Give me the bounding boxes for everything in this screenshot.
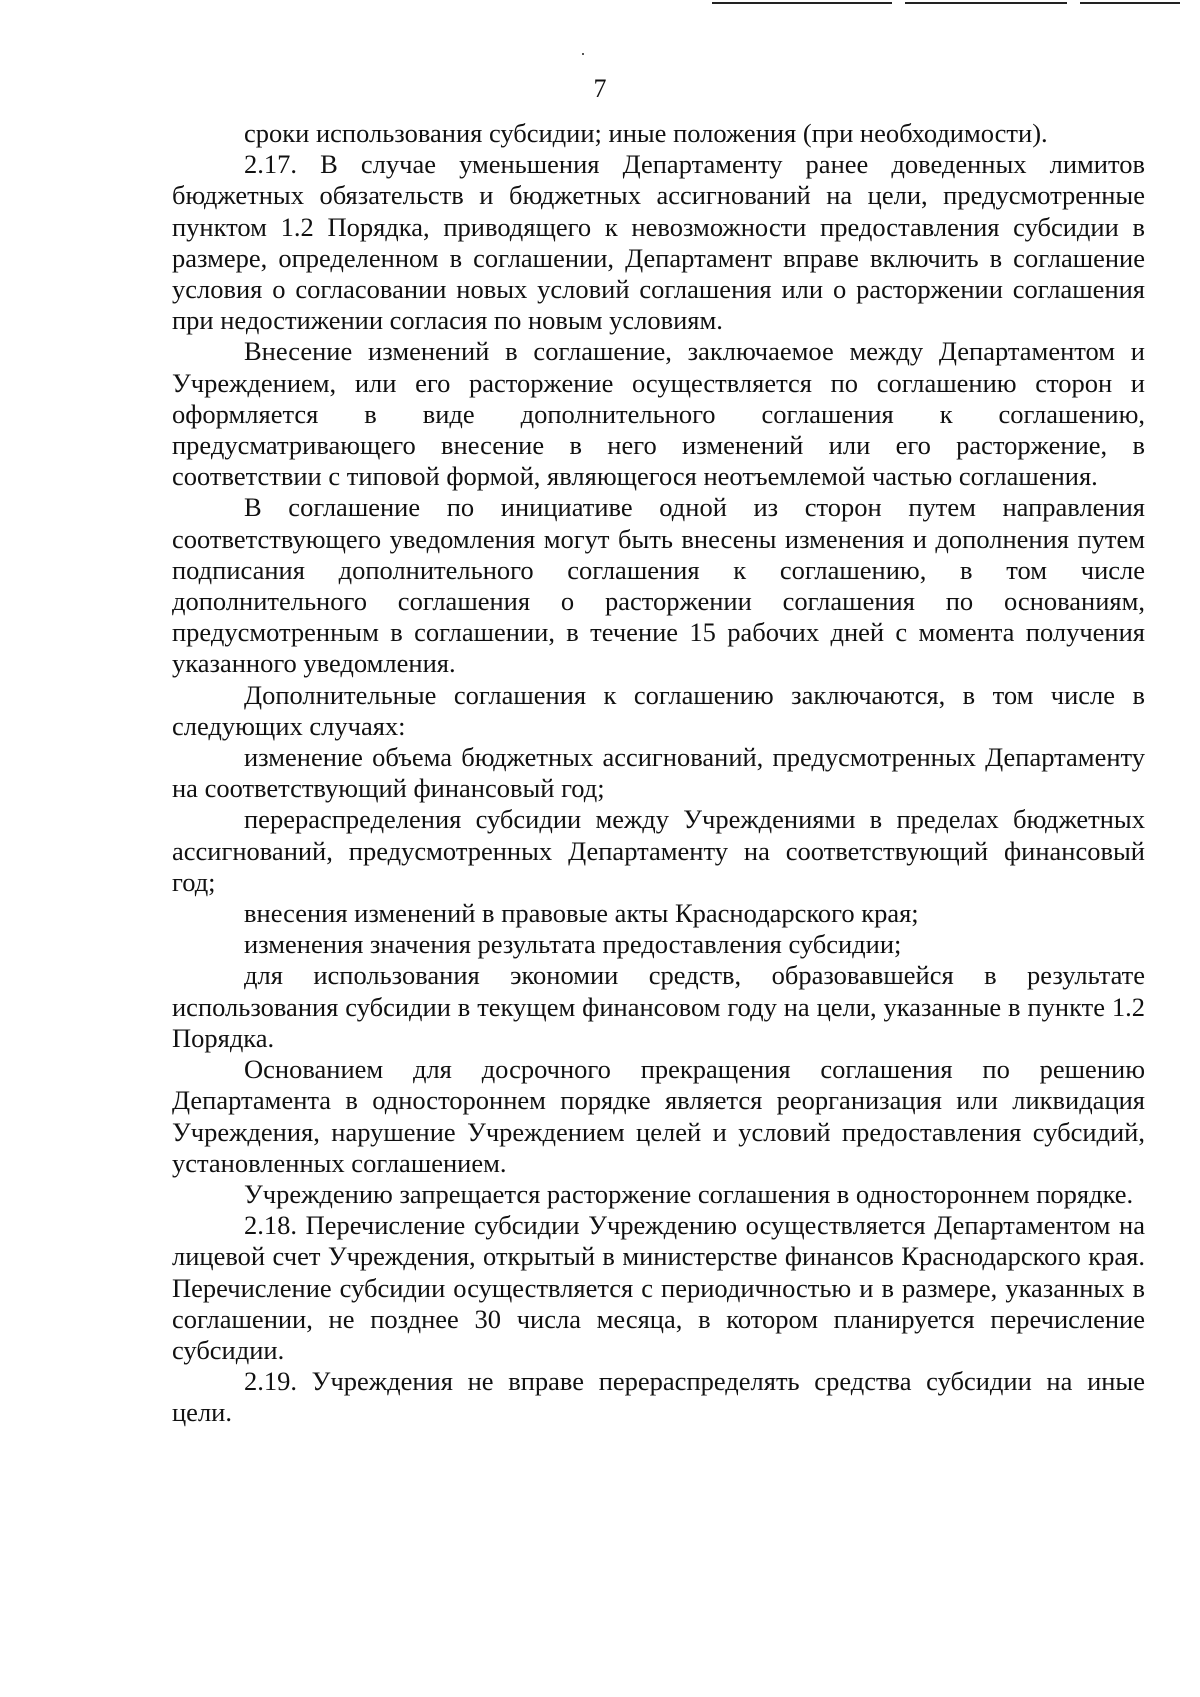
scan-artifact-line — [905, 2, 1067, 4]
paragraph: изменение объема бюджетных ассигнований, предусмотренных Департаменту на соответствующий финансовый год; — [172, 742, 1145, 804]
paragraph: 2.17. В случае уменьшения Департаменту ранее доведенных лимитов бюджетных обязательств и бюджетных ассигнований на цели, предусмотренные пунктом 1.2 Порядка, приводящего к невозможности предоставления субсидии в размере, определенном в соглашении, Департамент вправе включить в соглашение условия о согласовании новых условий соглашения или о расторжении соглашения при недостижении согласия по новым условиям. — [172, 149, 1145, 336]
paragraph: Внесение изменений в соглашение, заключаемое между Департаментом и Учреждением, или его расторжение осуществляется по соглашению сторон и оформляется в виде дополнительного соглашения к соглашению, предусматривающего внесение в него изменений или его расторжение, в соответствии с типовой формой, являющегося неотъемлемой частью соглашения. — [172, 336, 1145, 492]
paragraph: 2.19. Учреждения не вправе перераспределять средства субсидии на иные цели. — [172, 1366, 1145, 1428]
paragraph: сроки использования субсидии; иные положения (при необходимости). — [244, 118, 1048, 148]
page-number: 7 — [593, 74, 607, 103]
paragraph: Основанием для досрочного прекращения соглашения по решению Департамента в одностороннем порядке является реорганизация или ликвидация Учреждения, нарушение Учреждением целей и условий предоставления субсидий, установленных соглашением. — [172, 1054, 1145, 1178]
scan-artifact-dot — [582, 53, 584, 55]
paragraph: 2.18. Перечисление субсидии Учреждению осуществляется Департаментом на лицевой счет Учреждения, открытый в министерстве финансов Краснодарского края. Перечисление субсидии осуществляется с периодичностью и в размере, указанных в соглашении, не позднее 30 числа месяца, в котором планируется перечисление субсидии. — [172, 1210, 1145, 1365]
document-body — [172, 118, 1145, 1429]
scan-artifact-line — [712, 2, 892, 4]
paragraph: перераспределения субсидии между Учреждениями в пределах бюджетных ассигнований, предусмотренных Департаменту на соответствующий финансовый год; — [172, 804, 1145, 897]
paragraph: В соглашение по инициативе одной из сторон путем направления соответствующего уведомления могут быть внесены изменения и дополнения путем подписания дополнительного соглашения к соглашению, в том числе дополнительного соглашения о расторжении соглашения по основаниям, предусмотренным в соглашении, в течение 15 рабочих дней с момента получения указанного уведомления. — [172, 492, 1145, 679]
paragraph: изменения значения результата предоставления субсидии; — [244, 929, 902, 960]
scan-artifact-line — [1080, 2, 1180, 4]
paragraph: внесения изменений в правовые акты Краснодарского края; — [244, 898, 919, 929]
paragraph: Учреждению запрещается расторжение соглашения в одностороннем порядке. — [244, 1178, 1134, 1209]
paragraph: Дополнительные соглашения к соглашению заключаются, в том числе в следующих случаях: — [172, 679, 1145, 741]
paragraph: для использования экономии средств, образовавшейся в результате использования субсидии в текущем финансовом году на цели, указанные в пункте 1.2 Порядка. — [172, 960, 1145, 1053]
